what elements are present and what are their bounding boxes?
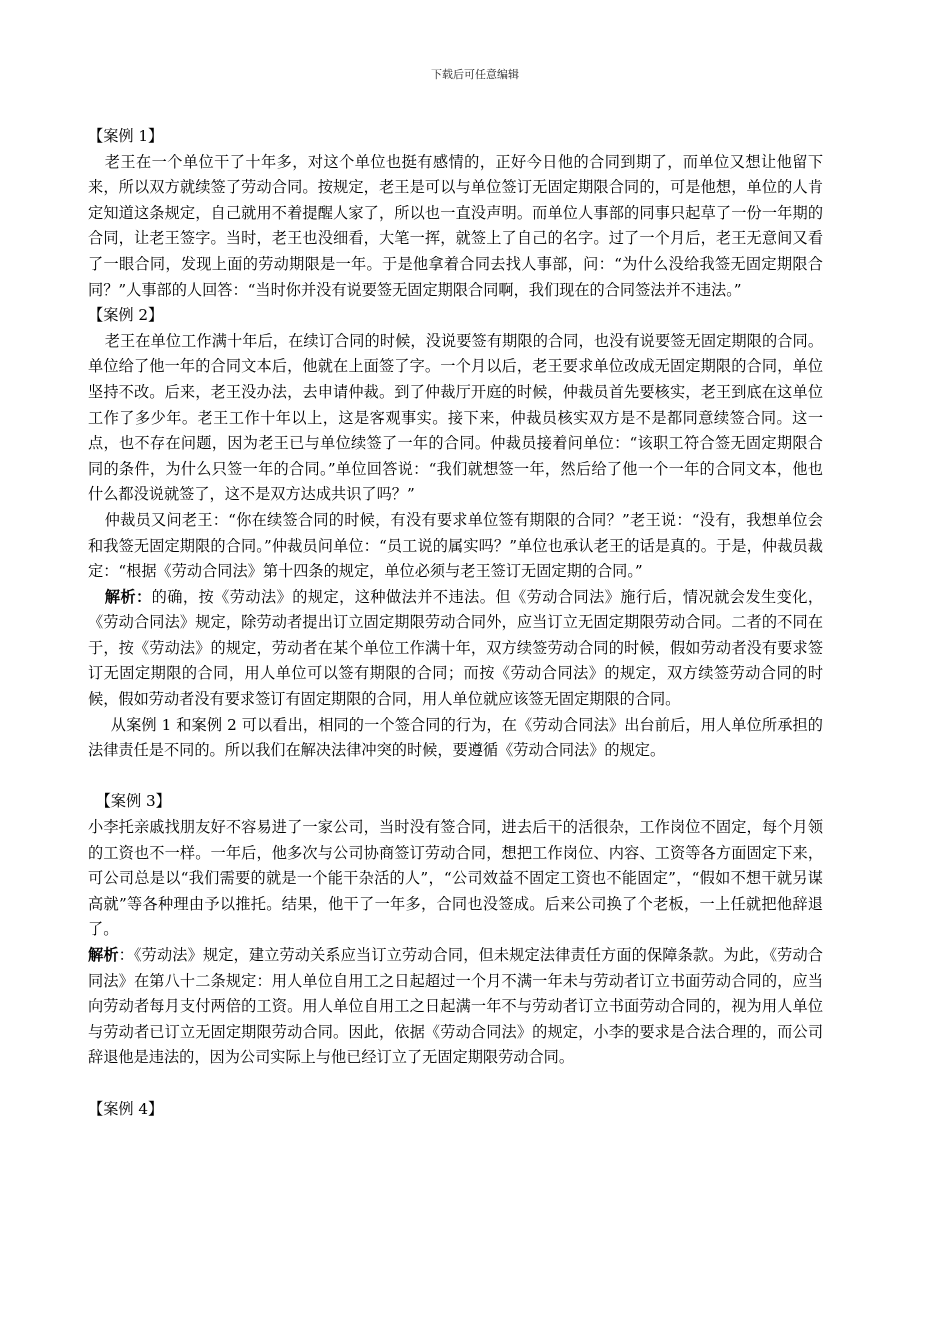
spacer (88, 764, 823, 790)
analysis-label: 解析 (88, 946, 119, 964)
case1-paragraph: 老王在一个单位干了十年多，对这个单位也挺有感情的，正好今日他的合同到期了，而单位又想让他留下来，所以双方就续签了劳动合同。按规定，老王是可以与单位签订无固定期限合同的，可是他想，单位的人肯定知道这条规定，自己就用不着提醒人家了，所以也一直没声明。而单位人事部的同事只起草了一份一年期的合同，让老王签字。当时，老王也没细看，大笔一挥，就签上了自己的名字。过了一个月后，老王无意间又看了一眼合同，发现上面的劳动期限是一年。于是他拿着合同去找人事部，问：“为什么没给我签无固定期限合同？”人事部的人回答：“当时你并没有说要签无固定期限合同啊，我们现在的合同签法并不违法。” (88, 152, 823, 299)
analysis-text: 《劳动法》规定，建立劳动关系应当订立劳动合同，但未规定法律责任方面的保障条款。为此，《劳动合同法》在第八十二条规定：用人单位自用工之日起超过一个月不满一年未与劳动者订立书面劳动合同的，应当向劳动者每月支付两倍的工资。用人单位自用工之日起满一年不与劳动者订立书面劳动合同的，视为用人单位与劳动者已订立无固定期限劳动合同。因此，依据《劳动合同法》的规定，小李的要求是合法合理的，而公司辞退他是违法的，因为公司实际上与他已经订立了无固定期限劳动合同。 (88, 946, 823, 1067)
case3-heading: 【案例 3】 (95, 792, 171, 811)
analysis-label: 解析： (104, 587, 152, 606)
case3-paragraph: 小李托亲戚找朋友好不容易进了一家公司，当时没有签合同，进去后干的活很杂，工作岗位不固定，每个月领的工资也不一样。一年后，他多次与公司协商签订劳动合同，想把工作岗位、内容、工资等各方面固定下来，可公司总是以“我们需要的就是一个能干杂活的人”，“公司效益不固定工资也不能固定”，“假如不想干就另谋高就”等各种理由予以推托。结果，他干了一年多，合同也没签成。后来公司换了个老板，一上任就把他辞退了。 (88, 818, 823, 939)
case2-heading: 【案例 2】 (88, 306, 164, 325)
case4-heading: 【案例 4】 (88, 1099, 164, 1118)
analysis-colon: ： (118, 946, 134, 964)
analysis-text: 的确，按《劳动法》的规定，这种做法并不违法。但《劳动合同法》施行后，情况就会发生变化，《劳动合同法》规定，除劳动者提出订立固定期限劳动合同外，应当订立无固定期限劳动合同。二者的不同在于，按《劳动法》的规定，劳动者在某个单位工作满十年，双方续签劳动合同的时候，假如劳动者没有要求签订无固定期限的合同，用人单位可以签有期限的合同；而按《劳动合同法》的规定，双方续签劳动合同的时候，假如劳动者没有要求签订有固定期限的合同，用人单位就应该签无固定期限的合同。 (88, 587, 824, 709)
case2-paragraph: 老王在单位工作满十年后，在续订合同的时候，没说要签有期限的合同，也没有说要签无固定期限的合同。单位给了他一年的合同文本后，他就在上面签了字。一个月以后，老王要求单位改成无固定期限的合同，单位坚持不改。后来，老王没办法，去申请仲裁。到了仲裁厅开庭的时候，仲裁员首先要核实，老王到底在这单位工作了多少年。老王工作十年以上，这是客观事实。接下来，仲裁员核实双方是不是都同意续签合同。这一点，也不存在问题，因为老王已与单位续签了一年的合同。仲裁员接着问单位：“该职工符合签无固定期限合同的条件，为什么只签一年的合同。”单位回答说：“我们就想签一年，然后给了他一个一年的合同文本，他也什么都没说就签了，这不是双方达成共识了吗？” (88, 331, 823, 504)
spacer (88, 1071, 823, 1097)
case3-analysis (88, 943, 823, 1071)
case2-paragraph: 仲裁员又问老王：“你在续签合同的时候，有没有要求单位签有期限的合同？”老王说：“没有，我想单位会和我签无固定期限的合同。”仲裁员问单位：“员工说的属实吗？”单位也承认老王的话是真的。于是，仲裁员裁定：“根据《劳动合同法》第十四条的规定，单位必须与老王签订无固定期的合同。” (88, 510, 823, 581)
document-body (88, 124, 823, 1122)
case2-analysis (88, 585, 823, 713)
page-header: 下载后可任意编辑 (431, 68, 519, 81)
case1-heading: 【案例 1】 (88, 127, 164, 145)
case2-conclusion: 从案例 1 和案例 2 可以看出，相同的一个签合同的行为，在《劳动合同法》出台前后，用人单位所承担的法律责任是不同的。所以我们在解决法律冲突的时候，要遵循《劳动合同法》的规定。 (88, 715, 823, 760)
